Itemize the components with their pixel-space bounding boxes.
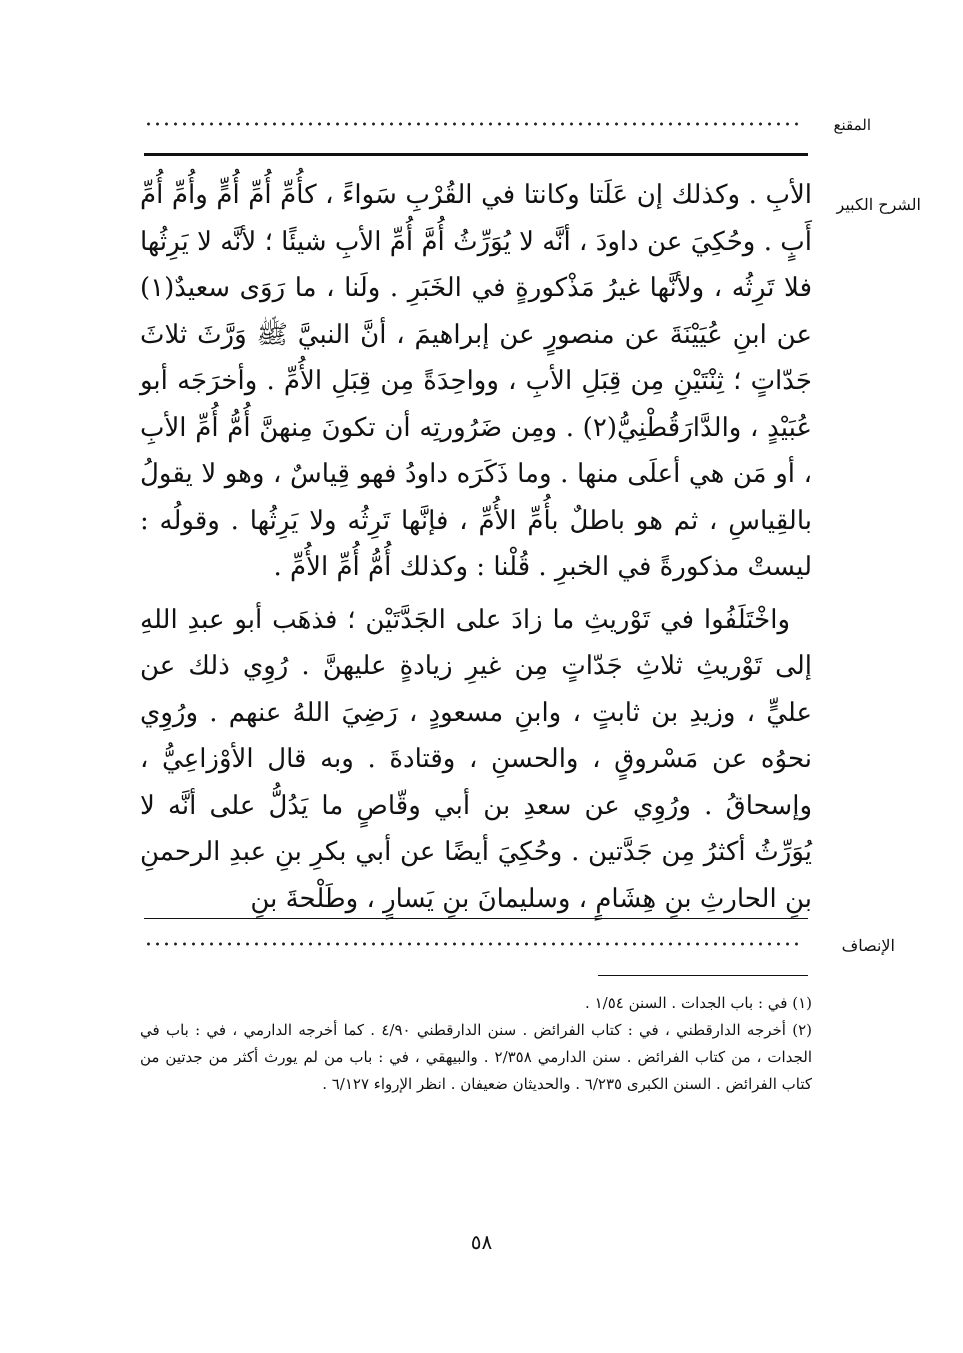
page-number: ٥٨	[470, 1230, 493, 1254]
section-label-sharh: الشرح الكبير	[836, 195, 921, 214]
body-paragraph-1: الأبِ . وكذلك إن عَلَتا وكانتا في القُرْبِ سَواءً ، كأُمِّ أُمِّ أُمٍّ وأُمِّ أُمِّ أَبٍ . وحُكِيَ عن داودَ ، أنَّه لا يُوَرِّثُ أُمَّ أُمِّ الأبِ شيئًا ؛ لأنَّه لا يَرِثُها فلا تَرِثُه ، ولأنَّها غيرُ مَذْكورةٍ في الخَبَرِ . ولَنا ، ما رَوَى سعيدٌ(١) عن ابنِ عُيَيْنَةَ عن منصورٍ عن إبراهيمَ ، أنَّ النبيَّ ﷺ وَرَّثَ ثلاثَ جَدّاتٍ ؛ ثِنْتَيْنِ مِن قِبَلِ الأبِ ، وواحِدَةً مِن قِبَلِ الأُمِّ . وأخرَجَه أبو عُبَيْدٍ ، والدَّارَقُطْنِيُّ(٢) . ومِن ضَرُورتِه أن تكونَ مِنهنَّ أُمُّ أُمِّ الأبِ ، أو مَن هي أعلَى منها . وما ذَكَرَه داودُ فهو قِياسٌ ، وهو لا يقولُ بالقِياسِ ، ثم هو باطلٌ بأُمِّ الأُمِّ ، فإنَّها تَرِثُه ولا يَرِثُها . وقولُه : ليستْ مذكورةً في الخبرِ . قُلْنا : وكذلك أُمُّ أُمِّ الأُمِّ .	[140, 180, 812, 582]
main-text-block	[140, 172, 812, 922]
body-paragraph-2: واخْتَلَفُوا في تَوْريثِ ما زادَ على الجَدَّتَيْن ؛ فذهَب أبو عبدِ اللهِ إلى تَوْريثِ ثلاثِ جَدّاتٍ مِن غيرِ زيادةٍ عليهنَّ . رُوِي ذلك عن عليٍّ ، وزيدِ بن ثابتٍ ، وابنِ مسعودٍ ، رَضِيَ اللهُ عنهم . ورُوِي نحوُه عن مَسْروقٍ ، والحسنِ ، وقتادةَ . وبه قال الأوْزاعِيُّ ، وإسحاقُ . ورُوِي عن سعدِ بن أبي وقّاصٍ ما يَدُلُّ على أنَّه لا يُوَرِّثُ أكثرُ مِن جَدَّتين . وحُكِيَ أيضًا عن أبي بكرِ بنِ عبدِ الرحمنِ بنِ الحارثِ بنِ هِشَامٍ ، وسليمانَ بنِ يَسارٍ ، وطَلْحةَ بنِ	[140, 604, 812, 914]
footnotes-block	[140, 990, 812, 1098]
section-label-insaf: الإنصاف	[841, 936, 895, 955]
footnote-1: (١) في : باب الجدات . السنن ١/٥٤ .	[585, 994, 812, 1012]
footnote-separator	[598, 975, 808, 976]
footnote-2: (٢) أخرجه الدارقطني ، في : كتاب الفرائض . سنن الدارقطني ٤/٩٠ . كما أخرجه الدارمي ، في : باب في الجدات ، من كتاب الفرائض . سنن الدارمي ٢/٣٥٨ . والبيهقي ، في : باب من لم يورث أكثر من جدتين من كتاب الفرائض . السنن الكبرى ٦/٢٣٥ . والحديثان ضعيفان . انظر الإرواء ٦/١٢٧ .	[140, 1021, 812, 1093]
main-text-end-rule	[144, 918, 808, 919]
header-rule	[144, 153, 808, 156]
running-head-title: المقنع	[833, 116, 871, 134]
running-head-dotted-leader	[144, 121, 804, 127]
insaf-dotted-leader	[144, 941, 804, 947]
